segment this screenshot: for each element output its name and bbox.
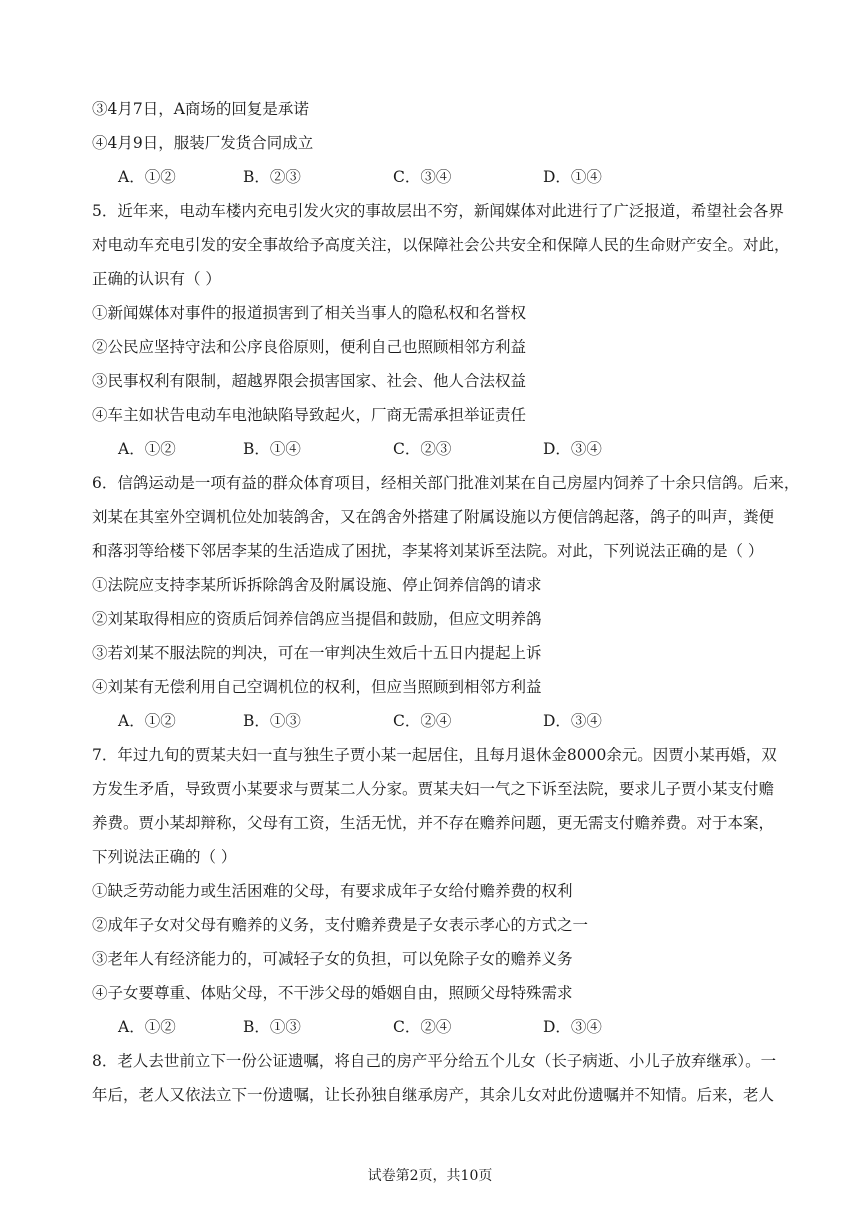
option-b: B．①③ <box>243 712 301 730</box>
option-d: D．③④ <box>543 1018 602 1036</box>
item-line: ③若刘某不服法院的判决，可在一审判决生效后十五日内提起上诉 <box>92 644 542 662</box>
item-line: ①缺乏劳动能力或生活困难的父母，有要求成年子女给付赡养费的权利 <box>92 882 573 900</box>
option-b: B．②③ <box>243 168 301 186</box>
option-c: C．②④ <box>393 712 452 730</box>
item-line: ②成年子女对父母有赡养的义务，支付赡养费是子女表示孝心的方式之一 <box>92 916 589 934</box>
question-5-stem: 正确的认识有（ ） <box>92 270 221 288</box>
answer-options-q4 <box>118 167 782 187</box>
option-b: B．①④ <box>243 440 301 458</box>
answer-options-q5 <box>118 439 782 459</box>
option-b: B．①③ <box>243 1018 301 1036</box>
option-c: C．③④ <box>393 168 452 186</box>
item-line: ③老年人有经济能力的，可减轻子女的负担，可以免除子女的赡养义务 <box>92 950 573 968</box>
item-line: ④刘某有无偿利用自己空调机位的权利，但应当照顾到相邻方利益 <box>92 678 542 696</box>
item-line: ④4月9日，服装厂发货合同成立 <box>92 134 314 152</box>
question-7-stem: 方发生矛盾，导致贾小某要求与贾某二人分家。贾某夫妇一气之下诉至法院，要求儿子贾小某支付赡 <box>92 780 775 798</box>
question-7-stem: 下列说法正确的（ ） <box>92 848 237 866</box>
answer-options-q7 <box>118 1017 782 1037</box>
question-8-stem: 年后，老人又依法立下一份遗嘱，让长孙独自继承房产，其余儿女对此份遗嘱并不知情。后来，老人 <box>92 1086 775 1104</box>
option-a: A．①② <box>118 168 176 186</box>
item-line: ②刘某取得相应的资质后饲养信鸽应当提倡和鼓励，但应文明养鸽 <box>92 610 542 628</box>
question-6-stem: 6．信鸽运动是一项有益的群众体育项目，经相关部门批准刘某在自己房屋内饲养了十余只信鸽。后来， <box>92 474 800 492</box>
question-5-stem: 5．近年来，电动车楼内充电引发火灾的事故层出不穷，新闻媒体对此进行了广泛报道，希望社会各界 <box>92 202 784 220</box>
item-line: ①法院应支持李某所诉拆除鸽舍及附属设施、停止饲养信鸽的请求 <box>92 576 542 594</box>
option-a: A．①② <box>118 440 176 458</box>
item-line: ③民事权利有限制，超越界限会损害国家、社会、他人合法权益 <box>92 372 527 390</box>
question-5-stem: 对电动车充电引发的安全事故给予高度关注，以保障社会公共安全和保障人民的生命财产安全。对此， <box>92 236 790 254</box>
answer-options-q6 <box>118 711 782 731</box>
item-line: ②公民应坚持守法和公序良俗原则，便利自己也照顾相邻方利益 <box>92 338 527 356</box>
question-8-stem: 8．老人去世前立下一份公证遗嘱，将自己的房产平分给五个儿女（长子病逝、小儿子放弃继承）。一 <box>92 1052 777 1070</box>
item-line: ①新闻媒体对事件的报道损害到了相关当事人的隐私权和名誉权 <box>92 304 527 322</box>
option-d: D．③④ <box>543 712 602 730</box>
option-c: C．②④ <box>393 1018 452 1036</box>
option-d: D．①④ <box>543 168 602 186</box>
option-a: A．①② <box>118 1018 176 1036</box>
item-line: ③4月7日，A商场的回复是承诺 <box>92 100 309 118</box>
question-6-stem: 刘某在其室外空调机位处加装鸽舍，又在鸽舍外搭建了附属设施以方便信鸽起落，鸽子的叫声，粪便 <box>92 508 775 526</box>
question-6-stem: 和落羽等给楼下邻居李某的生活造成了困扰，李某将刘某诉至法院。对此，下列说法正确的是（ ） <box>92 542 764 560</box>
page-footer: 试卷第2页，共10页 <box>367 1168 493 1184</box>
option-d: D．③④ <box>543 440 602 458</box>
question-7-stem: 养费。贾小某却辩称，父母有工资，生活无忧，并不存在赡养问题，更无需支付赡养费。对于本案， <box>92 814 775 832</box>
question-7-stem: 7．年过九旬的贾某夫妇一直与独生子贾小某一起居住，且每月退休金8000余元。因贾小某再婚，双 <box>92 746 777 764</box>
option-a: A．①② <box>118 712 176 730</box>
item-line: ④子女要尊重、体贴父母，不干涉父母的婚姻自由，照顾父母特殊需求 <box>92 984 573 1002</box>
option-c: C．②③ <box>393 440 452 458</box>
item-line: ④车主如状告电动车电池缺陷导致起火，厂商无需承担举证责任 <box>92 406 527 424</box>
